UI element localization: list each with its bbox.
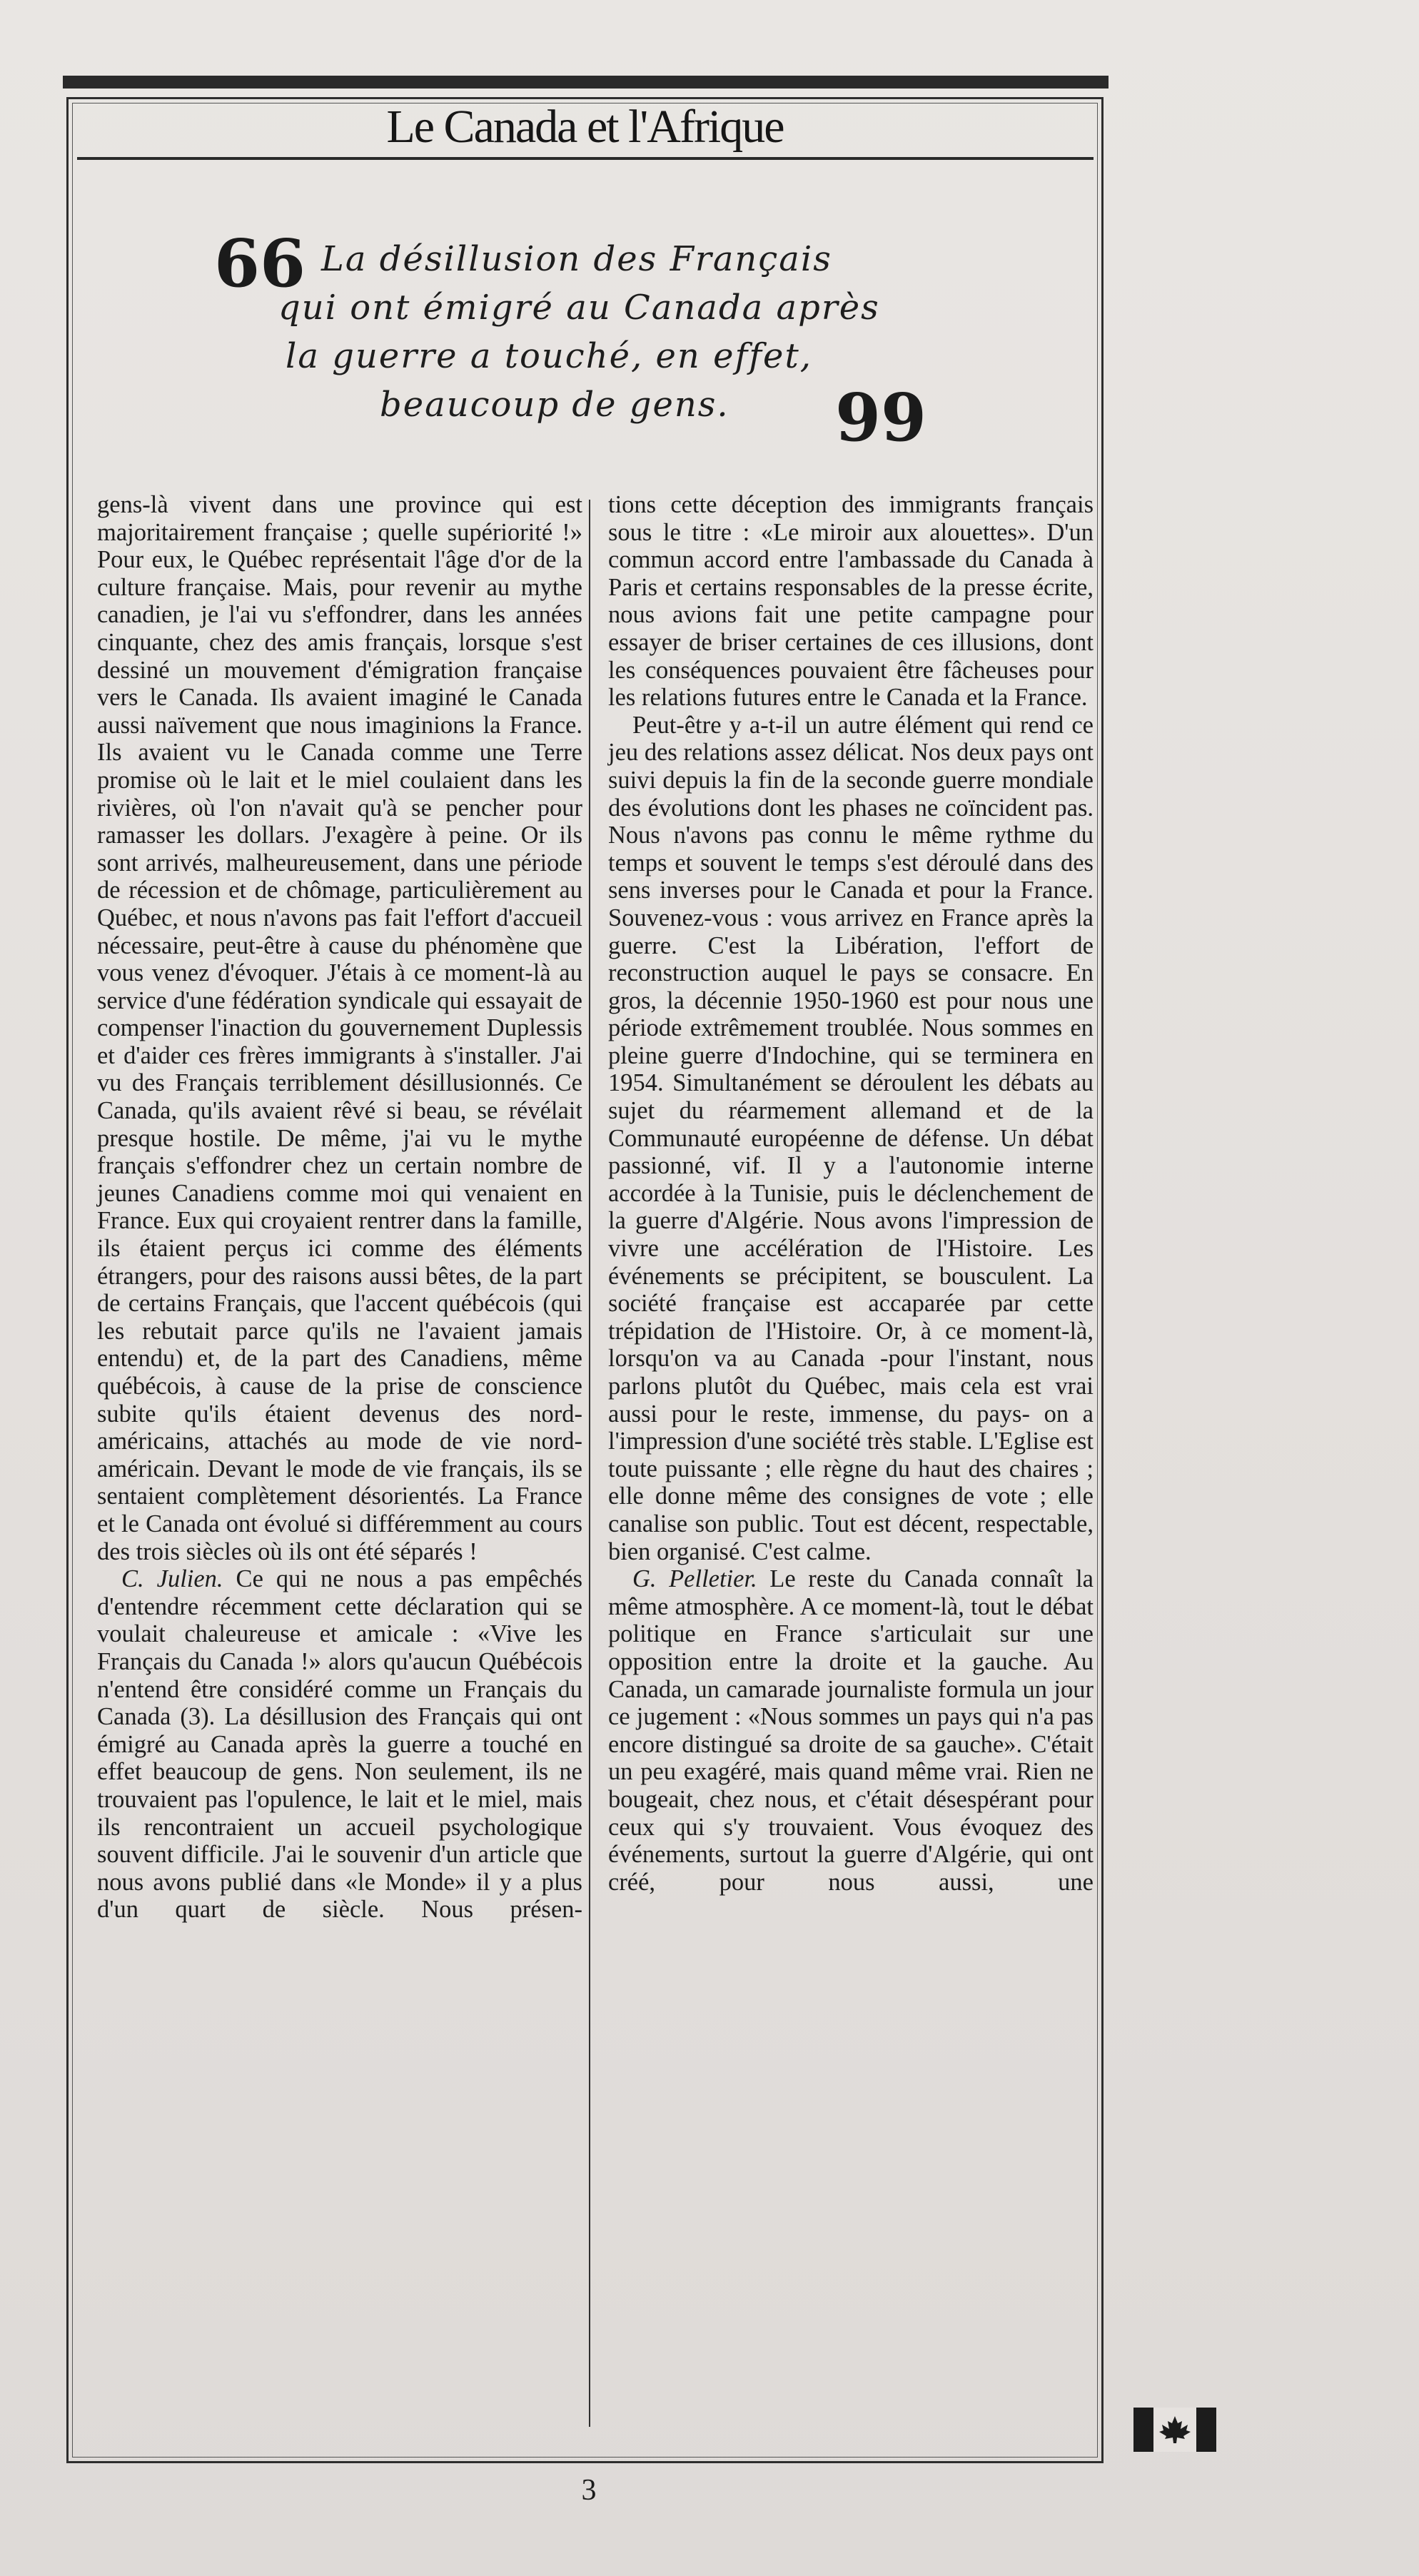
pullquote-line-2: qui ont émigré au Canada après: [278, 288, 880, 328]
maple-leaf-icon: [1158, 2415, 1192, 2445]
close-quote-mark: 99: [835, 379, 927, 456]
top-bar: [63, 76, 1109, 89]
pullquote: [214, 225, 964, 456]
right-paragraph-3: [608, 1565, 1094, 1896]
page-number: 3: [581, 2474, 597, 2507]
right-paragraph-1: tions cette déception des immigrants français sous le titre : «Le miroir aux alouettes». D'un commun accord entre l'ambassade du Canada à Paris et certains responsables de la presse écrite, nous avions fait une petite campagne pour essayer de briser certaines de ces illusions, dont les conséquences pouvaient être fâcheuses pour les relations futures entre le Canada et la France.: [608, 491, 1094, 712]
speaker-julien: C. Julien.: [121, 1565, 223, 1593]
right-column: [608, 491, 1094, 1896]
left-paragraph-1: gens-là vivent dans une province qui est majoritairement française ; quelle supériorité !» Pour eux, le Québec représentait l'âge d'or de la culture française. Mais, pour revenir au mythe canadien, je l'ai vu s'effondrer, dans les années cinquante, chez des amis français, lorsque s'est dessiné un mouvement d'émigration française vers le Canada. Ils avaient imaginé le Canada aussi naïvement que nous imaginions la France. Ils avaient vu le Canada comme une Terre promise où le lait et le miel coulaient dans les rivières, où l'on n'avait qu'à se pencher pour ramasser les dollars. J'exagère à peine. Or ils sont arrivés, malheureusement, dans une période de récession et de chômage, particulièrement au Québec, et nous n'avons pas fait l'effort d'accueil nécessaire, peut-être à cause du phénomène que vous venez d'évoquer. J'étais à ce moment-là au service d'une fédération syndicale qui essayait de compenser l'inaction du gouvernement Duplessis et d'aider ces frères immigrants à s'installer. J'ai vu des Français terriblement désillusionnés. Ce Canada, qu'ils avaient rêvé si beau, se révélait presque hostile. De même, j'ai vu le mythe français s'effondrer chez un certain nombre de jeunes Canadiens comme moi qui venaient en France. Eux qui croyaient rentrer dans la famille, ils étaient perçus ici comme des éléments étrangers, pour des raisons aussi bêtes, de la part de certains Français, que l'accent québécois (qui les rebutait parce qu'ils ne l'avaient jamais entendu) et, de la part des Canadiens, même québécois, à cause de la prise de conscience subite qu'ils étaient devenus des nord-américains, attachés au mode de vie nord-américain. Devant le mode de vie français, ils se sentaient complètement désorientés. La France et le Canada ont évolué si différemment au cours des trois siècles où ils ont été séparés !: [97, 491, 582, 1565]
pullquote-line-3: la guerre a touché, en effet,: [286, 336, 812, 376]
right-paragraph-3-text: Le reste du Canada connaît la même atmosphère. A ce moment-là, tout le débat politique en France s'articulait sur une opposition entre la droite et la gauche. Au Canada, un camarade journaliste formula un jour ce jugement : «Nous sommes un pays qui n'a pas encore distingué sa droite de sa gauche». C'était un peu exagéré, mais quand même vrai. Rien ne bougeait, chez nous, et c'était désespérant pour ceux qui s'y trouvaient. Vous évoquez des événements, surtout la guerre d'Algérie, qui ont créé, pour nous aussi, une: [608, 1565, 1094, 1896]
canada-flag-icon: [1133, 2408, 1216, 2452]
left-paragraph-2-text: Ce qui ne nous a pas empêchés d'entendre récemment cette déclaration qui se voulait chaleureuse et amicale : «Vive les Français du Canada !» alors qu'aucun Québécois n'entend être considéré comme un Français du Canada (3). La désillusion des Français qui ont émigré au Canada après la guerre a touché en effet beaucoup de gens. Non seulement, ils ne trouvaient pas l'opulence, le lait et le miel, mais ils rencontraient un accueil psychologique souvent difficile. J'ai le souvenir d'un article que nous avons publié dans «le Monde» il y a plus d'un quart de siècle. Nous présen-: [97, 1565, 582, 1924]
right-paragraph-2: Peut-être y a-t-il un autre élément qui rend ce jeu des relations assez délicat. Nos deux pays ont suivi depuis la fin de la seconde guerre mondiale des évolutions dont les phases ne coïncident pas. Nous n'avons pas connu le même rythme du temps et souvent le temps s'est déroulé dans des sens inverses pour le Canada et pour la France. Souvenez-vous : vous arrivez en France après la guerre. C'est la Libération, l'effort de reconstruction auquel le pays se consacre. En gros, la décennie 1950-1960 est pour nous une période extrêmement troublée. Nous sommes en pleine guerre d'Indochine, qui se terminera en 1954. Simultanément se déroulent les débats au sujet du réarmement allemand et de la Communauté européenne de défense. Un débat passionné, vif. Il y a l'autonomie interne accordée à la Tunisie, puis le déclenchement de la guerre d'Algérie. Nous avons l'impression de vivre une accélération de l'Histoire. Les événements se précipitent, se bousculent. La société française est accaparée par cette trépidation de l'Histoire. Or, à ce moment-là, lorsqu'on va au Canada -pour l'instant, nous parlons plutôt du Québec, mais cela est vrai aussi pour le reste, immense, du pays- on a l'impression d'une société très stable. L'Eglise est toute puissante ; elle règne du haut des chaires ; elle donne même des consignes de vote ; elle canalise son public. Tout est décent, respectable, bien organisé. C'est calme.: [608, 711, 1094, 1565]
column-divider: [589, 500, 590, 2427]
open-quote-mark: 66: [214, 225, 306, 302]
header-rule: [77, 157, 1094, 160]
speaker-pelletier: G. Pelletier.: [632, 1565, 757, 1593]
section-title: Le Canada et l'Afrique: [386, 101, 784, 153]
left-paragraph-2: [97, 1565, 582, 1924]
left-column: [97, 491, 582, 1924]
pullquote-line-4: beaucoup de gens.: [380, 385, 729, 425]
pullquote-line-1: La désillusion des Français: [321, 239, 832, 279]
